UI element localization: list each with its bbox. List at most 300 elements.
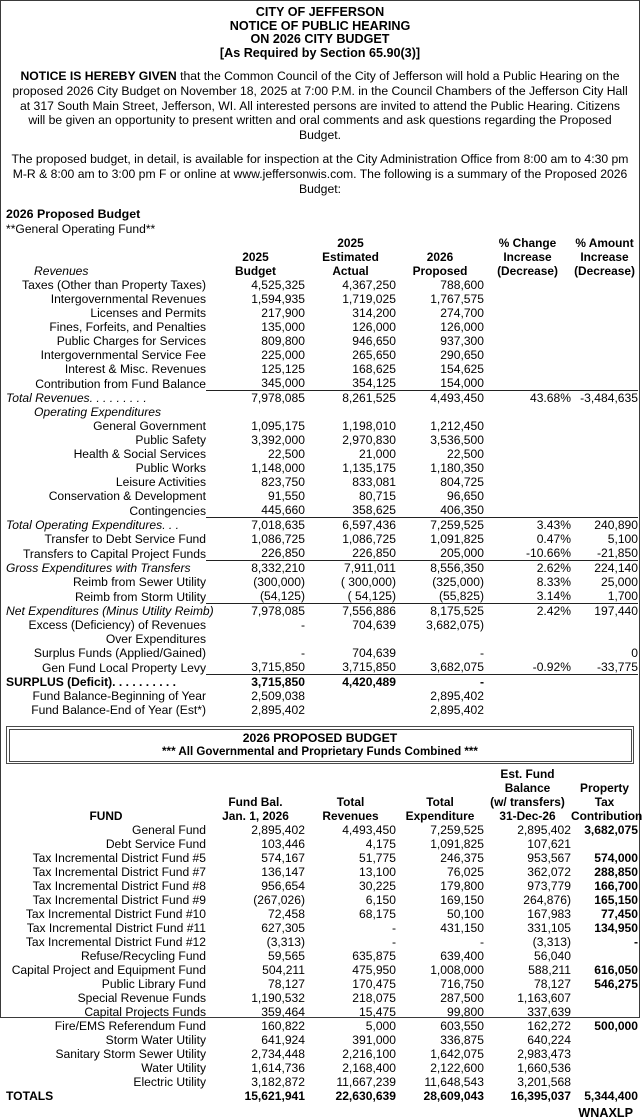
fund-value: 170,475 bbox=[352, 977, 396, 992]
row-value: 3,715,850 bbox=[342, 660, 396, 675]
general-fund-column-header: Budget bbox=[235, 264, 276, 279]
row-value: 704,639 bbox=[352, 646, 396, 661]
row-value: 2.62% bbox=[484, 561, 571, 576]
fund-value: 77,450 bbox=[601, 907, 638, 922]
fund-value: 99,800 bbox=[447, 1005, 484, 1020]
funds-column-header: Jan. 1, 2026 bbox=[222, 809, 289, 824]
table-row bbox=[6, 675, 638, 690]
table-row bbox=[6, 907, 638, 921]
row-value: 823,750 bbox=[261, 475, 305, 490]
masthead-line-1: CITY OF JEFFERSON bbox=[255, 5, 385, 19]
section-subtitle-general-operating-fund: **General Operating Fund** bbox=[6, 222, 156, 237]
fund-value: 1,660,536 bbox=[517, 1061, 571, 1076]
fund-value: 78,127 bbox=[268, 977, 305, 992]
row-value: 788,600 bbox=[440, 278, 484, 293]
row-value: 226,850 bbox=[261, 546, 305, 561]
table-row bbox=[6, 837, 638, 851]
table-row bbox=[6, 1047, 638, 1061]
table-row bbox=[6, 334, 638, 348]
funds-column-header: Fund Bal. bbox=[228, 795, 283, 810]
funds-column-header bbox=[206, 767, 305, 781]
row-label: Over Expenditures bbox=[105, 632, 206, 647]
notice-body-text: that the Common Council of the City of Jefferson will hold a Public Hearing on the proposed 2026 City Budget on November 18, 2025 at 7:00 P.M. in the Council Chambers of the Jefferson City Hall at 317 South Main Street, Jefferson, WI. All interested persons are invited to attend the Public Hearing. Citizens will be given an opportunity to present written and oral comments and ask questions regarding the Proposed Budget. bbox=[12, 69, 628, 142]
general-fund-header-corner: Revenues bbox=[34, 264, 89, 279]
notice-lead-in: NOTICE IS HEREBY GIVEN bbox=[20, 69, 177, 84]
funds-header-fund bbox=[6, 781, 206, 795]
row-value bbox=[484, 675, 571, 690]
totals-value: 15,621,941 bbox=[244, 1089, 305, 1104]
funds-header-fund: FUND bbox=[89, 809, 123, 824]
fund-value: 136,147 bbox=[261, 865, 305, 880]
page-inner bbox=[1, 1, 642, 1120]
funds-header-row bbox=[6, 809, 638, 823]
fund-name: Debt Service Fund bbox=[105, 837, 206, 852]
row-value: -10.66% bbox=[525, 546, 571, 561]
proposed-budget-banner-inner bbox=[9, 729, 632, 762]
masthead bbox=[6, 6, 634, 60]
row-label: Fines, Forfeits, and Penalties bbox=[49, 320, 206, 335]
fund-value: 635,875 bbox=[352, 949, 396, 964]
row-value: 154,625 bbox=[440, 362, 484, 377]
row-value: 224,140 bbox=[571, 561, 638, 576]
row-value bbox=[484, 489, 571, 503]
general-fund-column-header: 2026 bbox=[426, 250, 454, 265]
row-value bbox=[571, 461, 638, 475]
funds-column-header bbox=[305, 767, 396, 781]
row-value bbox=[484, 348, 571, 362]
row-label: Contribution from Fund Balance bbox=[35, 376, 206, 391]
notice-paragraph-1 bbox=[6, 69, 634, 142]
row-value: - bbox=[479, 646, 484, 661]
row-label: Taxes (Other than Property Taxes) bbox=[22, 278, 206, 293]
fund-name: Tax Incremental District Fund #7 bbox=[32, 865, 206, 880]
table-row bbox=[6, 963, 638, 977]
fund-value: 1,190,532 bbox=[251, 991, 305, 1006]
fund-value: 169,150 bbox=[440, 893, 484, 908]
fund-value: 7,259,525 bbox=[430, 823, 484, 838]
fund-value: - bbox=[633, 935, 638, 950]
table-row bbox=[6, 433, 638, 447]
fund-value: 288,850 bbox=[594, 865, 638, 880]
fund-value: 2,122,600 bbox=[430, 1061, 484, 1076]
row-value: 406,350 bbox=[440, 503, 484, 518]
row-value bbox=[484, 405, 571, 419]
row-value bbox=[484, 632, 571, 646]
row-value bbox=[571, 632, 638, 646]
fund-value: 3,682,075 bbox=[584, 823, 638, 838]
row-value: (300,000) bbox=[253, 575, 305, 590]
row-value: 445,660 bbox=[261, 503, 305, 518]
fund-value: 603,550 bbox=[440, 1019, 484, 1034]
banner-line-2: *** All Governmental and Proprietary Funds Combined *** bbox=[162, 744, 478, 758]
row-value: 240,890 bbox=[571, 518, 638, 533]
funds-column-header bbox=[396, 781, 484, 795]
row-value: 25,000 bbox=[601, 575, 638, 590]
row-value: 22,500 bbox=[447, 447, 484, 462]
table-row bbox=[6, 604, 638, 619]
fund-value: 362,072 bbox=[527, 865, 571, 880]
table-row bbox=[6, 893, 638, 907]
table-row bbox=[6, 865, 638, 879]
fund-value: 627,305 bbox=[261, 921, 305, 936]
row-value: 168,625 bbox=[352, 362, 396, 377]
row-value: -33,775 bbox=[596, 660, 638, 675]
row-value bbox=[484, 320, 571, 334]
row-value: 1,719,025 bbox=[342, 292, 396, 307]
funds-column-header: Balance bbox=[504, 781, 551, 796]
fund-value: 574,167 bbox=[261, 851, 305, 866]
row-value: - bbox=[300, 646, 305, 661]
row-label: Public Safety bbox=[135, 433, 206, 448]
totals-value: 5,344,400 bbox=[584, 1089, 638, 1104]
fund-value: 716,750 bbox=[440, 977, 484, 992]
row-value: 3,682,075) bbox=[426, 618, 484, 633]
row-value: -0.92% bbox=[532, 660, 571, 675]
row-value: 1,212,450 bbox=[430, 419, 484, 434]
table-row bbox=[6, 447, 638, 461]
fund-name: Water Utility bbox=[141, 1061, 206, 1076]
row-value bbox=[484, 362, 571, 376]
row-value: 43.68% bbox=[484, 391, 571, 406]
row-value: 2,895,402 bbox=[430, 689, 484, 704]
table-row bbox=[6, 632, 638, 646]
table-row bbox=[6, 703, 638, 717]
row-value: 265,650 bbox=[352, 348, 396, 363]
row-value bbox=[484, 419, 571, 433]
row-value bbox=[206, 405, 305, 419]
row-label: Surplus Funds (Applied/Gained) bbox=[33, 646, 206, 661]
general-fund-header-row bbox=[6, 236, 638, 250]
row-label: Fund Balance-End of Year (Est*) bbox=[31, 703, 206, 718]
row-value: 4,420,489 bbox=[305, 675, 396, 690]
fund-value: 30,225 bbox=[359, 879, 396, 894]
row-label: Intergovernmental Revenues bbox=[50, 292, 206, 307]
table-row bbox=[6, 461, 638, 475]
row-value: 354,125 bbox=[352, 376, 396, 391]
table-row bbox=[6, 503, 638, 518]
row-value: 7,556,886 bbox=[305, 604, 396, 619]
funds-column-header: Property bbox=[580, 781, 629, 796]
fund-value: 246,375 bbox=[440, 851, 484, 866]
row-value bbox=[571, 405, 638, 419]
table-row bbox=[6, 1019, 638, 1033]
table-row bbox=[6, 823, 638, 837]
row-value: -21,850 bbox=[596, 546, 638, 561]
row-value: 1,135,175 bbox=[342, 461, 396, 476]
table-row bbox=[6, 935, 638, 949]
general-fund-column-header: 2025 bbox=[242, 250, 269, 265]
row-label: Public Works bbox=[135, 461, 206, 476]
row-value bbox=[571, 376, 638, 391]
row-value: 197,440 bbox=[571, 604, 638, 619]
fund-value: 1,091,825 bbox=[430, 837, 484, 852]
funds-column-header bbox=[571, 767, 638, 781]
row-value: 8,175,525 bbox=[396, 604, 484, 619]
fund-value: 641,924 bbox=[261, 1033, 305, 1048]
row-value: 8,332,210 bbox=[206, 561, 305, 576]
row-value: ( 300,000) bbox=[340, 575, 396, 590]
row-value bbox=[484, 306, 571, 320]
row-value: 3,715,850 bbox=[251, 660, 305, 675]
fund-value: - bbox=[391, 921, 396, 936]
fund-name: Tax Incremental District Fund #8 bbox=[32, 879, 206, 894]
table-row bbox=[6, 376, 638, 391]
row-label: Reimb from Storm Utility bbox=[74, 589, 206, 604]
funds-header-fund bbox=[6, 767, 206, 781]
table-row bbox=[6, 391, 638, 406]
fund-value: 287,500 bbox=[440, 991, 484, 1006]
fund-value: 546,275 bbox=[594, 977, 638, 992]
funds-header-row bbox=[6, 767, 638, 781]
row-value: 4,367,250 bbox=[342, 278, 396, 293]
table-row bbox=[6, 362, 638, 376]
fund-value: 431,150 bbox=[440, 921, 484, 936]
fund-value: 179,800 bbox=[440, 879, 484, 894]
fund-name: Special Revenue Funds bbox=[77, 991, 206, 1006]
row-value: 290,650 bbox=[440, 348, 484, 363]
row-value: 946,650 bbox=[352, 334, 396, 349]
row-value: 7,259,525 bbox=[396, 518, 484, 533]
fund-name: Tax Incremental District Fund #9 bbox=[32, 893, 206, 908]
fund-value: 6,150 bbox=[365, 893, 396, 908]
row-value: 1,148,000 bbox=[251, 461, 305, 476]
fund-name: Capital Projects Funds bbox=[84, 1005, 206, 1020]
fund-value: 4,493,450 bbox=[342, 823, 396, 838]
row-value: - bbox=[300, 618, 305, 633]
general-fund-column-header: % Change bbox=[498, 236, 557, 251]
fund-value: 2,734,448 bbox=[251, 1047, 305, 1062]
row-value: 1,086,725 bbox=[342, 532, 396, 547]
row-value: 3,682,075 bbox=[430, 660, 484, 675]
row-label: Net Expenditures (Minus Utility Reimb) bbox=[6, 604, 214, 619]
row-value: (55,825) bbox=[438, 589, 484, 604]
table-row bbox=[6, 518, 638, 533]
row-value: 704,639 bbox=[352, 618, 396, 633]
fund-value: 167,983 bbox=[527, 907, 571, 922]
general-fund-column-header bbox=[206, 236, 305, 250]
fund-name: Fire/EMS Referendum Fund bbox=[54, 1019, 206, 1034]
row-value: 1,091,825 bbox=[430, 532, 484, 547]
row-value bbox=[571, 503, 638, 518]
funds-column-header bbox=[396, 767, 484, 781]
row-value bbox=[571, 306, 638, 320]
row-value: 3.14% bbox=[536, 589, 571, 604]
row-value bbox=[484, 461, 571, 475]
row-value bbox=[571, 348, 638, 362]
row-value bbox=[484, 689, 571, 703]
row-value bbox=[396, 405, 484, 419]
row-value: 126,000 bbox=[352, 320, 396, 335]
all-funds-table-header bbox=[6, 767, 642, 824]
masthead-statute-reference: [As Required by Section 65.90(3)] bbox=[219, 45, 421, 60]
fund-value: 4,175 bbox=[365, 837, 396, 852]
row-value: 21,000 bbox=[359, 447, 396, 462]
table-row bbox=[6, 851, 638, 865]
row-label: Total Operating Expenditures. . . bbox=[6, 518, 179, 533]
row-value bbox=[484, 278, 571, 292]
fund-name: Storm Water Utility bbox=[105, 1033, 206, 1048]
row-label: Intergovernmental Service Fee bbox=[40, 348, 206, 363]
row-value bbox=[206, 632, 305, 646]
row-value: 1,594,935 bbox=[251, 292, 305, 307]
fund-name: Public Library Fund bbox=[101, 977, 206, 992]
table-row bbox=[6, 489, 638, 503]
fund-value: 2,216,100 bbox=[342, 1047, 396, 1062]
table-row bbox=[6, 689, 638, 703]
row-value bbox=[484, 292, 571, 306]
funds-column-header bbox=[206, 781, 305, 795]
row-value: 225,000 bbox=[261, 348, 305, 363]
fund-value: 165,150 bbox=[594, 893, 638, 908]
fund-value: 11,648,543 bbox=[424, 1075, 484, 1090]
general-fund-column-header: Increase bbox=[503, 250, 552, 265]
table-row bbox=[6, 348, 638, 362]
totals-value: 22,630,639 bbox=[335, 1089, 396, 1104]
row-value: 126,000 bbox=[440, 320, 484, 335]
fund-value: 1,614,736 bbox=[251, 1061, 305, 1076]
table-row bbox=[6, 419, 638, 433]
row-value: 7,911,011 bbox=[305, 561, 396, 576]
fund-value: 166,700 bbox=[594, 879, 638, 894]
fund-value: 574,000 bbox=[594, 851, 638, 866]
fund-value: 336,875 bbox=[440, 1033, 484, 1048]
row-value: 7,018,635 bbox=[206, 518, 305, 533]
fund-value: 1,008,000 bbox=[430, 963, 484, 978]
fund-value: 2,168,400 bbox=[342, 1061, 396, 1076]
fund-value: 337,639 bbox=[527, 1005, 571, 1020]
fund-value: 162,272 bbox=[527, 1019, 571, 1034]
fund-value: 1,163,607 bbox=[517, 991, 571, 1006]
fund-value: 639,400 bbox=[440, 949, 484, 964]
fund-name: Refuse/Recycling Fund bbox=[80, 949, 206, 964]
row-label: Excess (Deficiency) of Revenues bbox=[28, 618, 206, 633]
section-title-proposed-budget: 2026 Proposed Budget bbox=[6, 207, 141, 222]
row-value: 2,509,038 bbox=[251, 689, 305, 704]
fund-name: General Fund bbox=[132, 823, 206, 838]
table-row bbox=[6, 475, 638, 489]
fund-name: Tax Incremental District Fund #10 bbox=[25, 907, 206, 922]
fund-value: 640,224 bbox=[527, 1033, 571, 1048]
row-value: 314,200 bbox=[352, 306, 396, 321]
table-row bbox=[6, 991, 638, 1005]
row-value: ( 54,125) bbox=[347, 589, 396, 604]
general-operating-fund-table bbox=[6, 236, 638, 717]
funds-header-row bbox=[6, 781, 638, 795]
row-value bbox=[484, 646, 571, 660]
fund-name: Tax Incremental District Fund #5 bbox=[32, 851, 206, 866]
row-label: Conservation & Development bbox=[48, 489, 206, 504]
row-value bbox=[484, 618, 571, 632]
row-value: 3.43% bbox=[484, 518, 571, 533]
fund-value: 78,127 bbox=[534, 977, 571, 992]
row-value: 3,715,850 bbox=[206, 675, 305, 690]
row-value: 1,198,010 bbox=[342, 419, 396, 434]
row-value bbox=[571, 278, 638, 292]
funds-header-row bbox=[6, 795, 638, 809]
banner-line-1: 2026 PROPOSED BUDGET bbox=[242, 730, 398, 745]
general-fund-table-body bbox=[6, 278, 638, 717]
table-row bbox=[6, 320, 638, 334]
fund-value: 218,075 bbox=[352, 991, 396, 1006]
funds-column-header: (w/ transfers) bbox=[490, 795, 565, 810]
fund-value: (3,313) bbox=[266, 935, 305, 950]
fund-value: 50,100 bbox=[447, 907, 484, 922]
general-fund-column-header: % Amount bbox=[575, 236, 634, 251]
notice-paragraph-2: The proposed budget, in detail, is available for inspection at the City Administration Office from 8:00 am to 4:30 pm M-R & 8:00 am to 3:00 pm F or online at www.jeffersonwis.com. The following is a summary of the Proposed 2026 Budget: bbox=[11, 152, 629, 196]
fund-value: 1,642,075 bbox=[430, 1047, 484, 1062]
fund-value: 359,464 bbox=[261, 1005, 305, 1020]
general-fund-header-corner bbox=[6, 236, 206, 250]
table-row bbox=[6, 618, 638, 632]
row-value: 6,597,436 bbox=[305, 518, 396, 533]
row-label: Transfer to Debt Service Fund bbox=[44, 532, 206, 547]
row-value: 937,300 bbox=[440, 334, 484, 349]
row-value: 2.42% bbox=[484, 604, 571, 619]
row-value bbox=[305, 689, 396, 703]
fund-name: Tax Incremental District Fund #12 bbox=[25, 935, 206, 950]
row-value bbox=[305, 703, 396, 717]
fund-value bbox=[571, 1033, 638, 1047]
row-value: 125,125 bbox=[261, 362, 305, 377]
funds-column-header: Est. Fund bbox=[500, 767, 555, 782]
table-row bbox=[6, 589, 638, 604]
fund-value: 76,025 bbox=[447, 865, 484, 880]
fund-value: 3,182,872 bbox=[251, 1075, 305, 1090]
row-label: Total Revenues. . . . . . . . . bbox=[6, 391, 147, 406]
fund-value: 391,000 bbox=[352, 1033, 396, 1048]
row-label: Leisure Activities bbox=[115, 475, 206, 490]
general-fund-header-row bbox=[6, 250, 638, 264]
general-fund-header-row bbox=[6, 264, 638, 278]
table-row bbox=[6, 949, 638, 963]
funds-header-fund bbox=[6, 795, 206, 809]
totals-label: TOTALS bbox=[6, 1089, 54, 1104]
fund-value: 103,446 bbox=[261, 837, 305, 852]
row-value: 274,700 bbox=[440, 306, 484, 321]
row-label: SURPLUS (Deficit). . . . . . . . . . bbox=[6, 675, 177, 690]
table-row bbox=[6, 306, 638, 320]
all-funds-table bbox=[6, 767, 642, 1104]
row-label: Reimb from Sewer Utility bbox=[72, 575, 206, 590]
table-row bbox=[6, 1005, 638, 1019]
row-value: 217,900 bbox=[261, 306, 305, 321]
row-value: 1,180,350 bbox=[430, 461, 484, 476]
row-label: Gen Fund Local Property Levy bbox=[41, 660, 206, 675]
totals-value: 16,395,037 bbox=[510, 1089, 571, 1104]
row-value: 8.33% bbox=[536, 575, 571, 590]
table-row bbox=[6, 660, 638, 675]
row-value: 91,550 bbox=[268, 489, 305, 504]
row-value: 135,000 bbox=[261, 320, 305, 335]
row-value: 4,525,325 bbox=[251, 278, 305, 293]
funds-column-header: Total bbox=[426, 795, 454, 810]
row-value: 154,000 bbox=[440, 376, 484, 391]
row-value: 2,970,830 bbox=[342, 433, 396, 448]
general-fund-column-header: Increase bbox=[580, 250, 629, 265]
row-value: 226,850 bbox=[352, 546, 396, 561]
fund-value bbox=[571, 1047, 638, 1061]
fund-name: Capital Project and Equipment Fund bbox=[11, 963, 206, 978]
row-value: 809,800 bbox=[261, 334, 305, 349]
row-value: 8,556,350 bbox=[396, 561, 484, 576]
general-fund-column-header: Proposed bbox=[412, 264, 468, 279]
fund-name: Tax Incremental District Fund #11 bbox=[26, 921, 206, 936]
fund-value: - bbox=[479, 935, 484, 950]
row-value bbox=[571, 703, 638, 717]
table-row bbox=[6, 546, 638, 561]
fund-value bbox=[571, 949, 638, 963]
fund-value: 500,000 bbox=[594, 1019, 638, 1034]
